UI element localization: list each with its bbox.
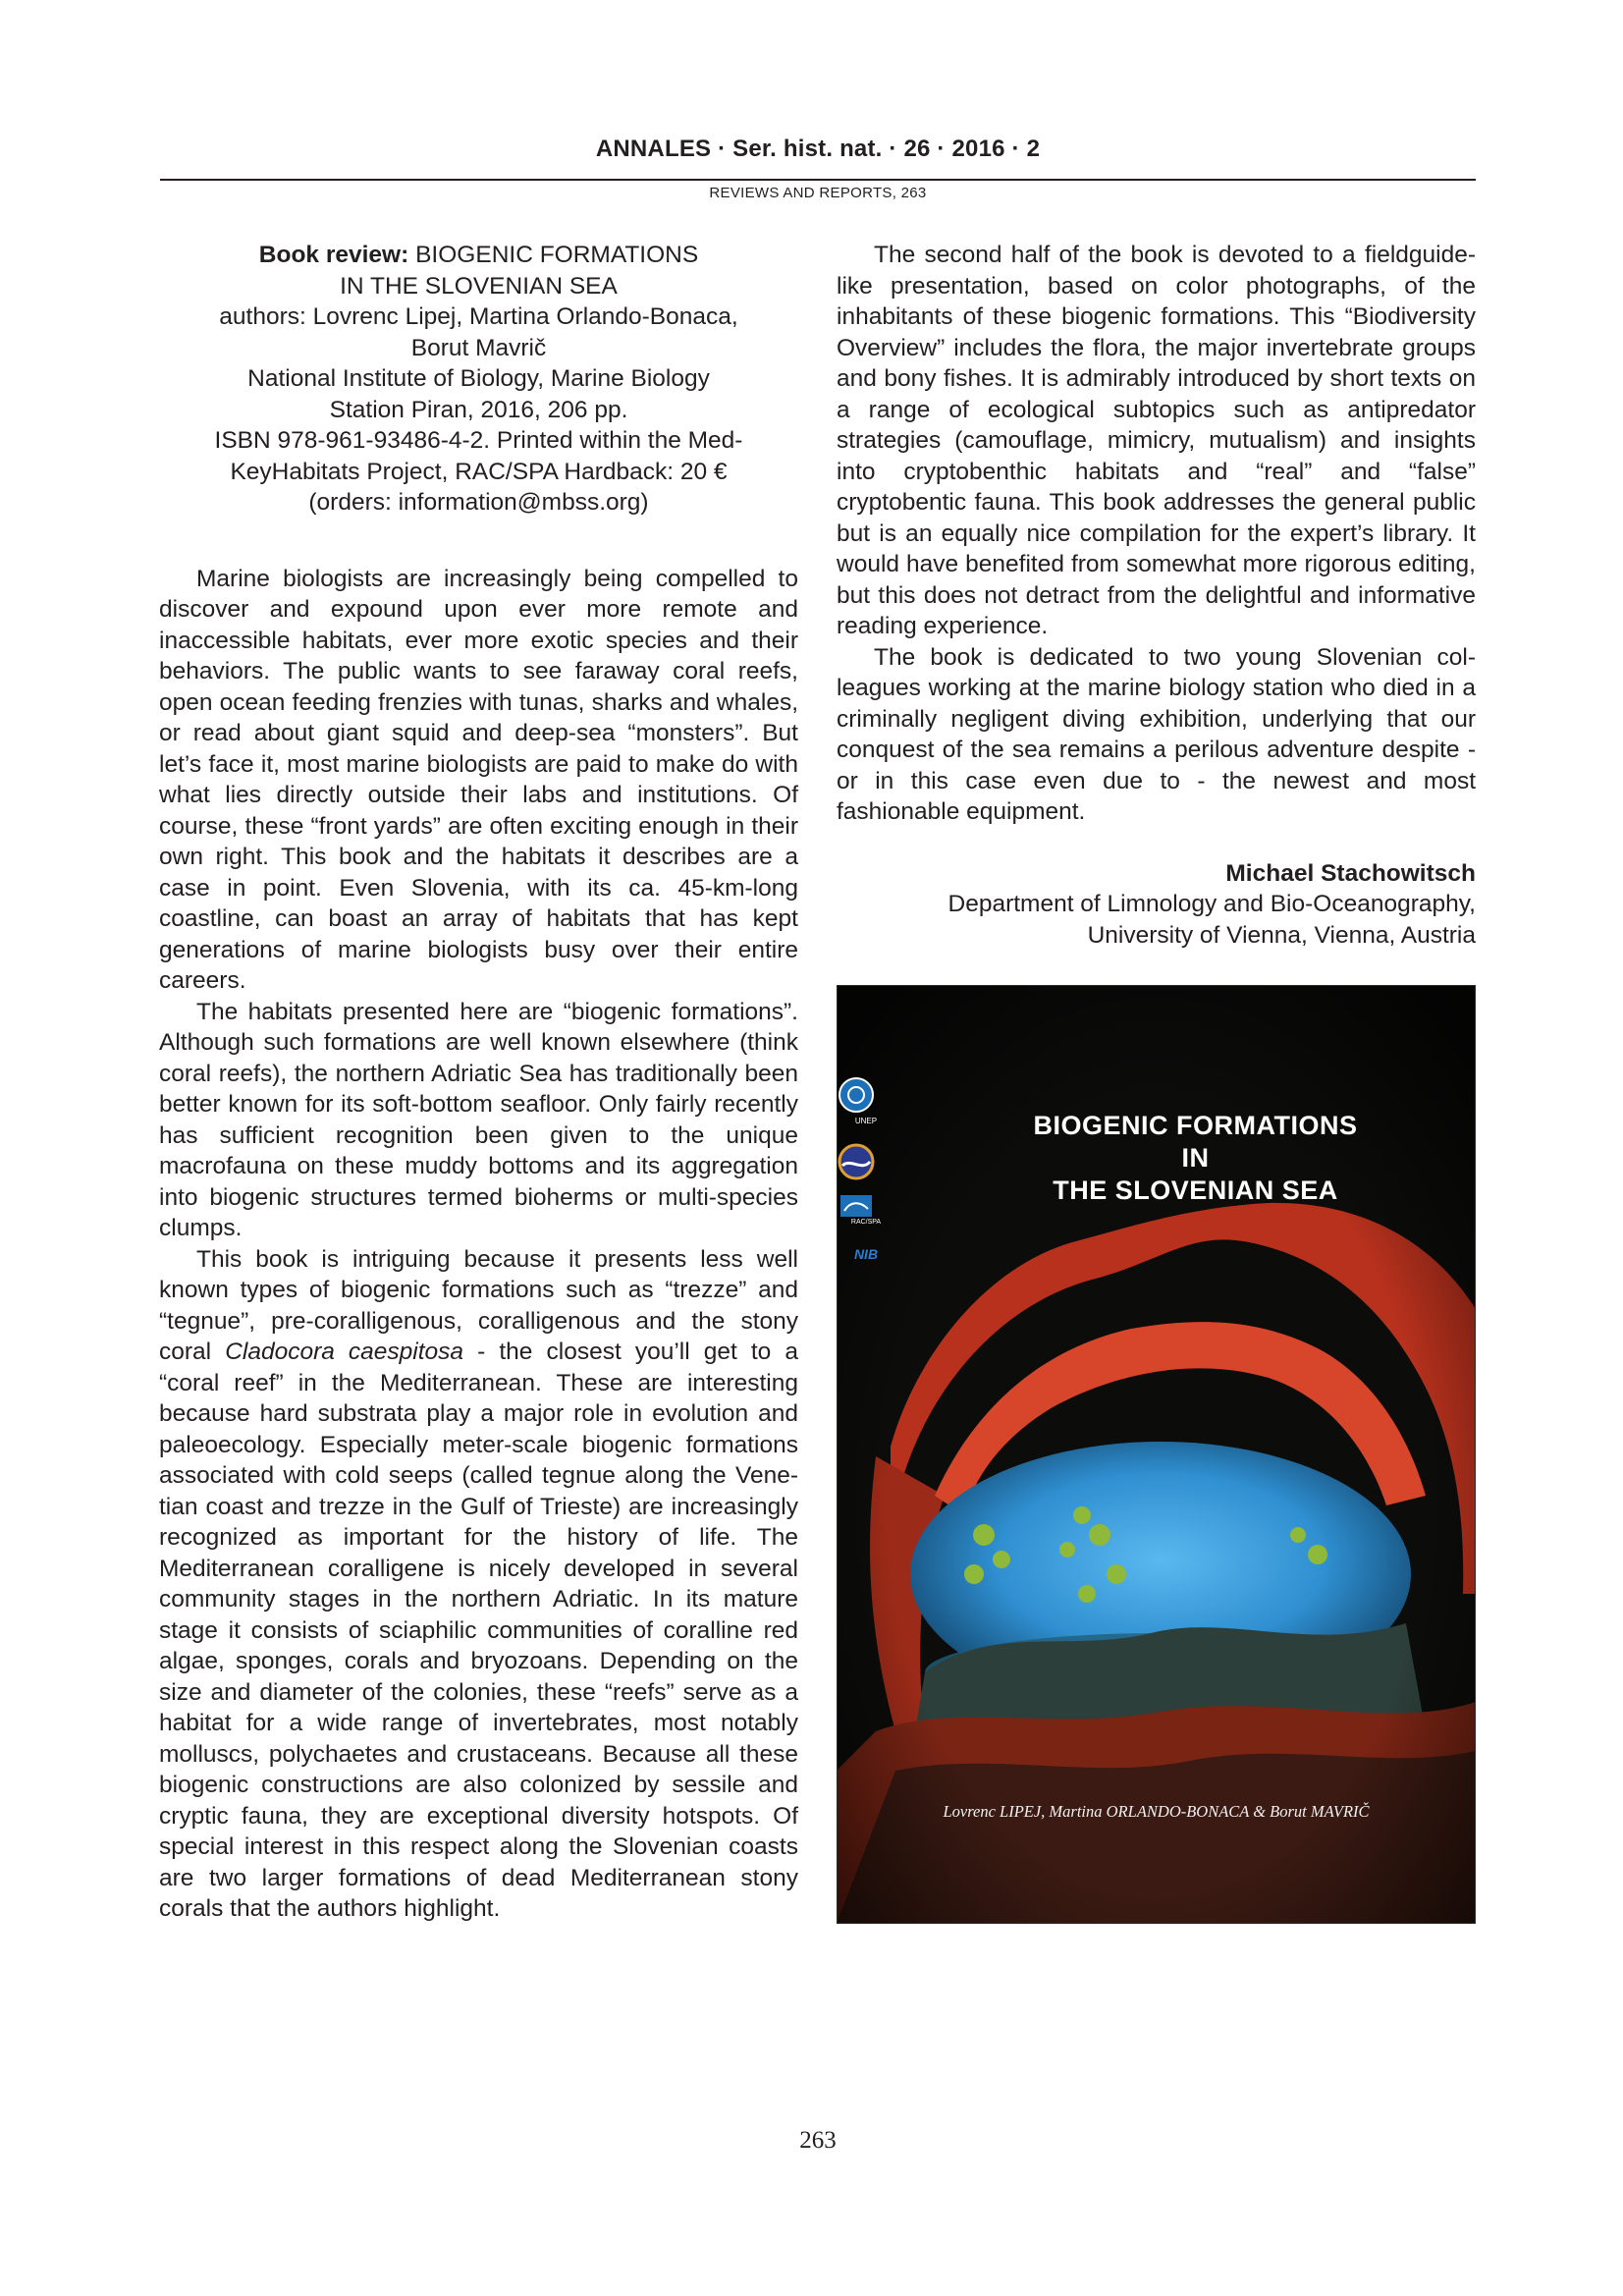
review-bibliographic-header — [159, 240, 798, 519]
right-column — [837, 240, 1476, 951]
cover-title-line-3: THE SLOVENIAN SEA — [1053, 1175, 1338, 1205]
review-publisher-2: Station Piran, 2016, 206 pp. — [329, 396, 628, 423]
body-paragraph-3 — [159, 1244, 798, 1925]
signature — [837, 858, 1476, 952]
review-orders: (orders: information@mbss.org) — [308, 489, 649, 516]
signature-affiliation-2: University of Vienna, Vienna, Austria — [1087, 921, 1476, 949]
review-isbn-2: KeyHabitats Project, RAC/SPA Hardback: 20 € — [230, 458, 728, 485]
unep-logo-text: UNEP — [854, 1117, 878, 1125]
book-cover-image — [837, 985, 1476, 1924]
species-name: Cladocora caespitosa — [225, 1339, 464, 1365]
cover-authors: Lovrenc LIPEJ, Martina ORLANDO-BONACA & Borut MAVRIČ — [943, 1802, 1370, 1821]
signature-affiliation: Department of Limnology and Bio-Oceanography, — [947, 891, 1476, 917]
section-label: REVIEWS AND REPORTS, 263 — [709, 185, 927, 201]
header-rule — [160, 179, 1476, 181]
p3-after: - the closest you’ll get to a “coral reef” in the Mediterranean. These are interesting because hard substrata play a major role in evolution and paleoecology. Especially meter-scale biogenic formations associated with cold seeps (called tegnue along the Venetian coast and trezze in the Gulf of Trieste) are increasingly recognized as important for the history of life. The Mediterranean coralligene is nicely developed in several community stages in the northern Adriatic. In its mature stage it consists of sciaphilic communities of coralline red algae, sponges, corals and bryozoans. Depending on the size and diameter of the colonies, these “reefs” serve as a habitat for a wide range of invertebrates, most notably molluscs, polychaetes and crustaceans. Because all these biogenic constructions are also colonized by sessile and cryptic fauna, they are exceptional diversity hotspots. Of special interest in this respect along the Slovenian coasts are two larger formations of dead Mediterranean stony corals that the authors highlight. — [159, 1339, 798, 1922]
body-paragraph-1: Marine biologists are increasingly being compelled to discover and expound upon ever more remote and inaccessible habitats, ever more exotic species and their behaviors. The public wants to see faraway coral reefs, open ocean feeding frenzies with tunas, sharks and whales, or read about giant squid and deep-sea “monsters”. But let’s face it, most marine biologists are paid to make do with what lies directly outside their labs and institutions. Of course, these “front yards” are often exciting enough in their own right. This book and the habitats it describes are a case in point. Even Slovenia, with its ca. 45-km-long coastline, can boast an array of habitats that has kept generations of marine biologists busy over their entire careers. — [159, 565, 798, 994]
page-number: 263 — [799, 2127, 837, 2154]
body-paragraph-2: The habitats presented here are “biogenic formations”. Although such formations are well known elsewhere (think coral reefs), the northern Adriatic Sea has traditionally been better known for its soft-bottom seafloor. Only fairly recently has sufficient recognition been given to the unique macrofauna on these muddy bottoms and its aggregation into biogenic structures termed bioherms or multi-species clumps. — [159, 998, 798, 1241]
body-paragraph-5: The book is dedicated to two young Slovenian colleagues working at the marine biology station who died in a criminally negligent diving exhibition, underlying that our conquest of the sea remains a perilous adventure despite - or in this case even due to - the newest and most fashionable equipment. — [837, 643, 1476, 825]
review-publisher: National Institute of Biology, Marine Biology — [247, 365, 710, 392]
cover-title-line-1: BIOGENIC FORMATIONS — [1033, 1111, 1358, 1140]
cover-title — [915, 1110, 1476, 1207]
body-paragraph-4: The second half of the book is devoted to a fieldguide-like presentation, based on color photographs, of the inhabitants of these biogenic formations. This “Biodiversity Overview” includes the flora, the major invertebrate groups and bony fishes. It is admirably introduced by short texts on a range of ecological subtopics such as antipredator strategies (camouflage, mimicry, mutualism) and insights into cryptobenthic habitats and “real” and “false” cryptobentic fauna. This book addresses the general public but is an equally nice compilation for the expert’s library. It would have benefited from somewhat more rigorous editing, but this does not detract from the delightful and informative reading experience. — [837, 242, 1476, 639]
review-title-line-2: IN THE SLOVENIAN SEA — [340, 272, 618, 300]
unep-logo-icon — [837, 1075, 876, 1115]
journal-header: ANNALES · Ser. hist. nat. · 26 · 2016 · 2 — [595, 136, 1041, 162]
map-logo-icon — [837, 1142, 876, 1181]
review-title: BIOGENIC FORMATIONS — [415, 242, 699, 268]
rac-spa-logo-text: RAC/SPA — [850, 1219, 882, 1226]
review-isbn: ISBN 978-961-93486-4-2. Printed within the Med- — [214, 427, 743, 454]
cover-title-line-2: IN — [1181, 1143, 1210, 1173]
p3-before: This book is intriguing because it presents less well known types of biogenic formations such as “trezze” and “tegnue”, pre-coralligenous, coralligenous and the stony coral — [159, 1245, 798, 1365]
nib-logo: NIB — [853, 1246, 879, 1262]
left-column — [159, 240, 798, 1925]
review-title-line — [159, 240, 798, 271]
review-label: Book review: — [258, 242, 409, 268]
review-authors: authors: Lovrenc Lipej, Martina Orlando-Bonaca, — [219, 303, 738, 330]
review-authors-2: Borut Mavrič — [410, 334, 547, 361]
signature-name: Michael Stachowitsch — [1225, 859, 1476, 887]
